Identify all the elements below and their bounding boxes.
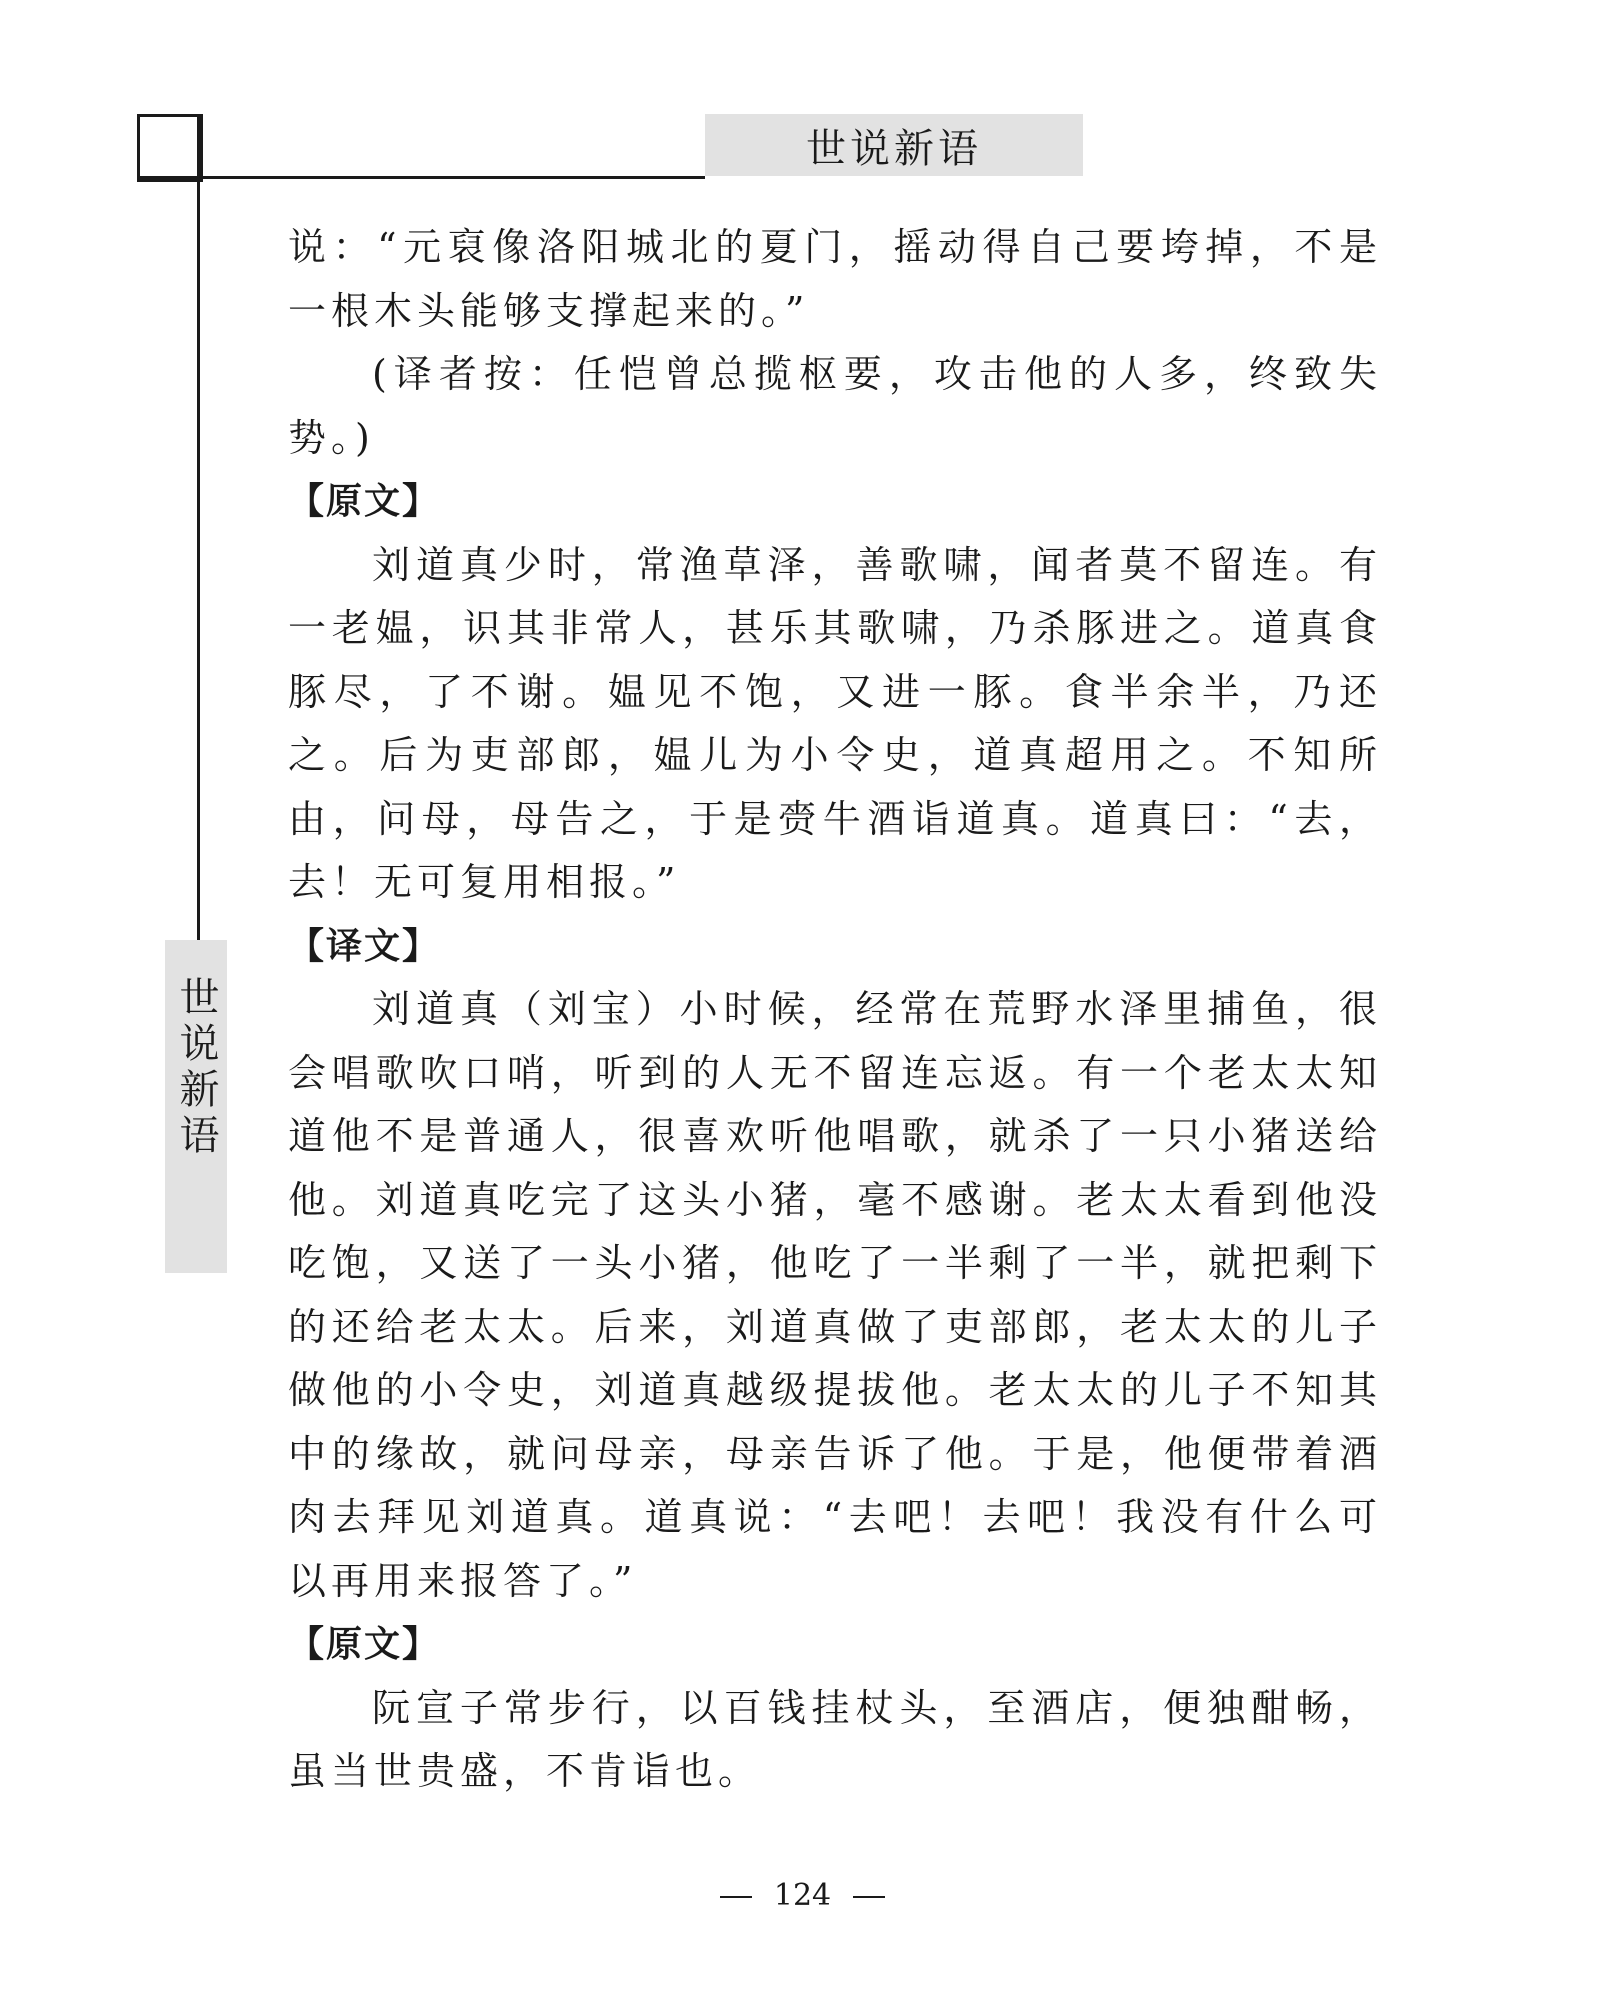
page-body bbox=[288, 216, 1382, 1804]
dash-left bbox=[720, 1896, 752, 1898]
translation-paragraph: 刘道真（刘宝）小时候，经常在荒野水泽里捕鱼，很会唱歌吹口哨，听到的人无不留连忘返。有一个老太太知道他不是普通人，很喜欢听他唱歌，就杀了一只小猪送给他。刘道真吃完了这头小猪，毫不感谢。老太太看到他没吃饱，又送了一头小猪，他吃了一半剩了一半，就把剩下的还给老太太。后来，刘道真做了吏部郎，老太太的儿子做他的小令史，刘道真越级提拔他。老太太的儿子不知其中的缘故，就问母亲，母亲告诉了他。于是，他便带着酒肉去拜见刘道真。道真说：“去吧！去吧！我没有什么可以再用来报答了。” bbox=[288, 987, 1382, 1603]
corner-frame-box bbox=[137, 114, 203, 182]
running-header-title: 世说新语 bbox=[806, 126, 982, 172]
running-header bbox=[705, 114, 1083, 176]
section-heading-original: 【原文】 bbox=[288, 481, 441, 522]
section-heading-original: 【原文】 bbox=[288, 1624, 441, 1665]
section-heading-translation: 【译文】 bbox=[288, 925, 441, 967]
translator-note: (译者按：任恺曾总揽枢要，攻击他的人多，终致失势。) bbox=[288, 352, 1382, 460]
original-text-paragraph: 阮宣子常步行，以百钱挂杖头，至酒店，便独酣畅，虽当世贵盛，不肯诣也。 bbox=[288, 1685, 1382, 1793]
side-thumb-tab bbox=[165, 940, 227, 1273]
header-rule bbox=[137, 176, 705, 179]
original-text-paragraph: 刘道真少时，常渔草泽，善歌啸，闻者莫不留连。有一老媪，识其非常人，甚乐其歌啸，乃杀豚进之。道真食豚尽，了不谢。媪见不饱，又进一豚。食半余半，乃还之。后为吏部郎，媪儿为小令史，道真超用之。不知所由，问母，母告之，于是赍牛酒诣道真。道真曰：“去，去！无可复用相报。” bbox=[288, 542, 1382, 904]
page-number-footer bbox=[0, 1878, 1605, 1913]
paragraph: 说：“元裒像洛阳城北的夏门，摇动得自己要垮掉，不是一根木头能够支撑起来的。” bbox=[288, 225, 1382, 333]
page-number: 124 bbox=[773, 1878, 832, 1913]
dash-right bbox=[853, 1896, 885, 1898]
side-thumb-title: 世说新语 bbox=[173, 976, 219, 1160]
margin-rule bbox=[197, 114, 200, 940]
